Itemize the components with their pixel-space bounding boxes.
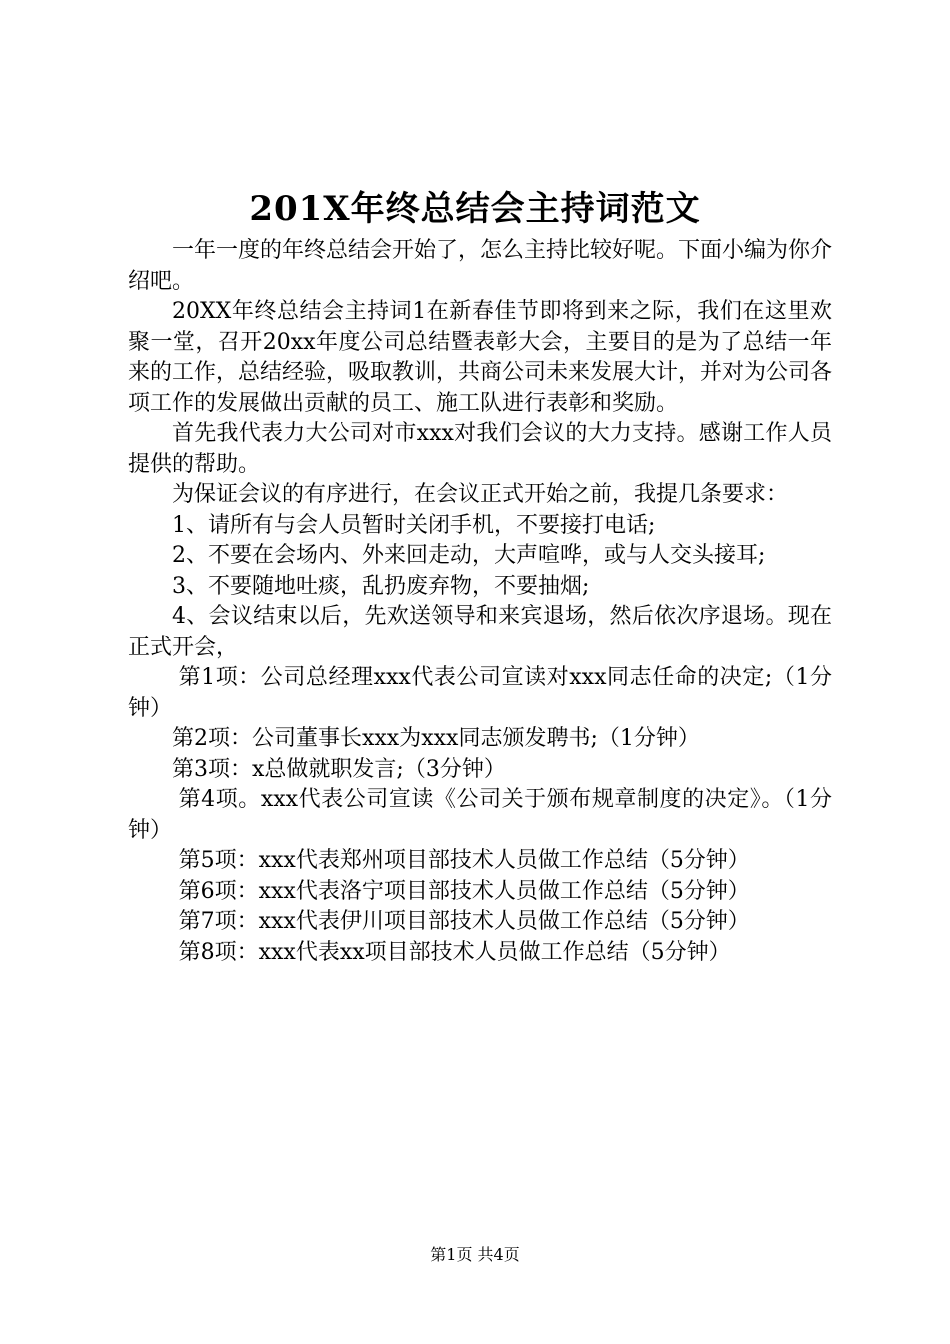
document-body: [128, 236, 832, 968]
paragraph: 首先我代表力大公司对市xxx对我们会议的大力支持。感谢工作人员提供的帮助。: [128, 421, 832, 477]
agenda-item: 第5项：xxx代表郑州项目部技术人员做工作总结（5分钟）: [178, 848, 750, 873]
agenda-item: 第6项：xxx代表洛宁项目部技术人员做工作总结（5分钟）: [178, 878, 750, 904]
paragraph: 为保证会议的有序进行，在会议正式开始之前，我提几条要求：: [172, 482, 789, 507]
rule-item: 1、请所有与会人员暂时关闭手机，不要接打电话;: [172, 512, 656, 538]
agenda-item: 第8项：xxx代表xx项目部技术人员做工作总结（5分钟）: [178, 939, 731, 965]
rule-item: 2、不要在会场内、外来回走动，大声喧哗，或与人交头接耳;: [172, 543, 766, 568]
rule-item: 3、不要随地吐痰，乱扔废弃物，不要抽烟;: [172, 573, 590, 599]
agenda-item: 第3项：x总做就职发言;（3分钟）: [172, 756, 506, 782]
agenda-item: 第2项：公司董事长xxx为xxx同志颁发聘书;（1分钟）: [172, 726, 700, 751]
rule-item: 4、会议结束以后，先欢送领导和来宾退场，然后依次序退场。现在正式开会，: [128, 604, 832, 660]
agenda-item: 第7项：xxx代表伊川项目部技术人员做工作总结（5分钟）: [178, 909, 750, 934]
paragraph: 一年一度的年终总结会开始了，怎么主持比较好呢。下面小编为你介绍吧。: [128, 238, 833, 294]
paragraph: 20XX年终总结会主持词1在新春佳节即将到来之际，我们在这里欢聚一堂，召开20xx年度公司总结暨表彰大会，主要目的是为了总结一年来的工作，总结经验，吸取教训，共商公司未来发展大计，并对为公司各项工作的发展做出贡献的员工、施工队进行表彰和奖励。: [128, 299, 833, 416]
document-title: 201X年终总结会主持词范文: [249, 189, 701, 229]
agenda-item: 第1项：公司总经理xxx代表公司宣读对xxx同志任命的决定;（1分钟）: [128, 665, 832, 721]
page-footer: 第1页 共4页: [430, 1245, 520, 1264]
agenda-item: 第4项。xxx代表公司宣读《公司关于颁布规章制度的决定》。（1分钟）: [128, 787, 832, 843]
